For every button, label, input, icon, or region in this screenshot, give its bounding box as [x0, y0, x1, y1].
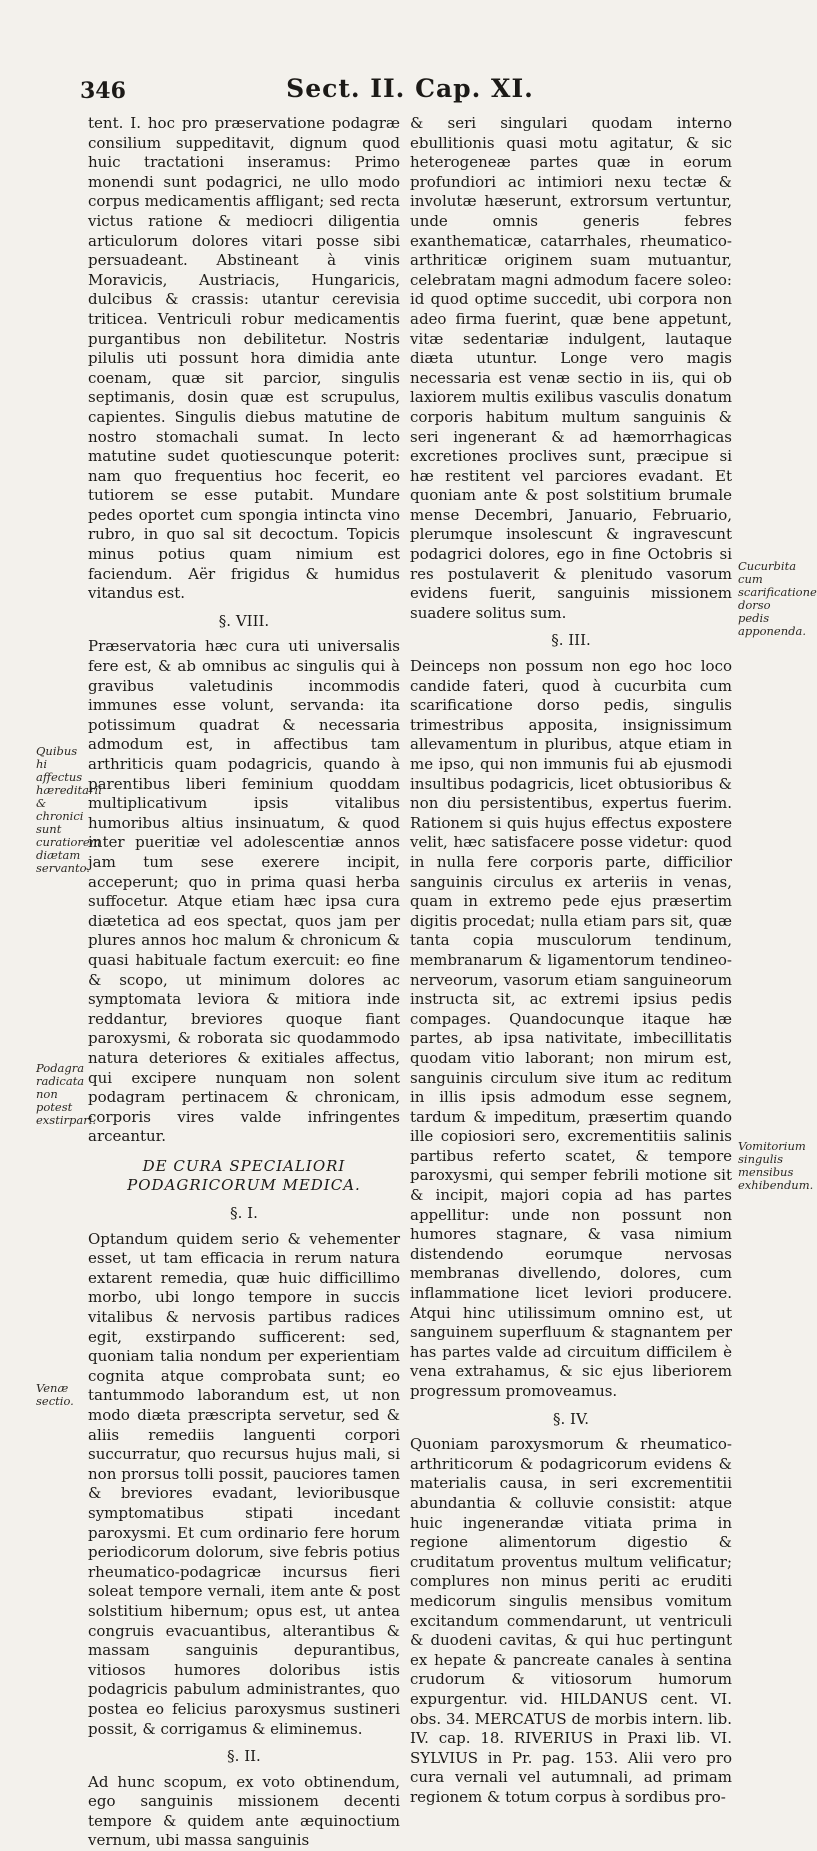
- paragraph: & seri singulari quodam interno ebullitionis quasi motu agitatur, & sic heterogeneæ partes quæ in eorum profundiori ac intimiori nexu tectæ & involutæ hæserunt, extrorsum vertuntur, unde omnis generis febres exanthematicæ, catarrhales, rheumatico-arthriticæ originem suam mutuantur, celebratam magni admodum facere soleo: id quod optime succedit, ubi corpora non adeo firma fuerint, quæ bene appetunt, vitæ sedentariæ indulgent, lautaque diæta utuntur. Longe vero magis necessaria est venæ sectio in iis, qui ob laxiorem multis exilibus vasculis donatum corporis habitum multum sanguinis & seri ingenerant & ad hæmorrhagicas excretiones proclives sunt, præcipue si hæ restitent vel parciores evadant. Et quoniam ante & post solstitium brumale mense Decembri, Januario, Februario, plerumque insolescunt & ingravescunt podagrici dolores, ego in fine Octobris si res postulaverit & plenitudo vasorum evidens fuerit, sanguinis missionem suadere solitus sum.: [410, 114, 732, 622]
- section-mark: §. II.: [227, 1747, 261, 1766]
- section-mark: §. VIII.: [218, 611, 270, 630]
- margin-note-podagra-radicata: Podagra radicata non potest exstirpari.: [36, 1061, 97, 1127]
- margin-note-venae-sectio: Venæ sectio.: [36, 1381, 74, 1408]
- paragraph: Præservatoria hæc cura uti universalis fere est, & ab omnibus ac singulis qui à gravibus valetudinis incommodis immunes esse volunt, servanda: ita potissimum quadrat & necessaria admodum est, in affectibus tam arthriticis quam podagricis, quando à parentibus liberi feminium quoddam multiplicativum ipsis vitalibus humoribus altius insinuatum, & quod inter pueritiæ vel adolescentiæ annos jam tum sese exerere incipit, acceperunt; quo in prima quasi herba suffocetur. Atque etiam hæc ipsa cura diætetica ad eos spectat, quos jam per plures annos hoc malum & chronicum & quasi habituale factum exercuit: eo fine & scopo, ut minimum dolores ac symptomata leviora & mitiora inde reddantur, breviores quoque fiant paroxysmi, & roborata sic quodammodo natura deteriores & exitiales affectus, qui excipere nunquam non solent podagram pertinacem & chronicam, corporis vires valde infringentes arceantur.: [88, 637, 400, 1146]
- running-head: Sect. II. Cap. XI.: [286, 74, 534, 103]
- section-mark: §. IV.: [553, 1409, 589, 1428]
- left-column: [88, 114, 400, 1850]
- right-column: [410, 114, 732, 1806]
- paragraph: Quoniam paroxysmorum & rheumatico-arthriticorum & podagricorum evidens & materialis causa, in seri excrementitii abundantia & colluvie consistit: atque huic ingenerandæ vitiata prima in regione alimentorum digestio & cruditatum proventus multum velificatur; complures non minus periti ac eruditi medicorum singulis mensibus vomitum excitandum commendarunt, ut ventriculi & duodeni cavitas, & qui huc pertingunt ex hepate & pancreate canales à sentina crudorum & vitiosorum humorum expurgentur. vid. HILDANUS cent. VI. obs. 34. MERCATUS de morbis intern. lib. IV. cap. 18. RIVERIUS in Praxi lib. VI. SYLVIUS in Pr. pag. 153. Alii vero pro cura vernali vel autumnali, ad primam regionem & totum corpus à sordibus pro-: [410, 1435, 732, 1806]
- margin-note-vomitorium: Vomitorium singulis mensibus exhibendum.: [738, 1139, 814, 1192]
- chapter-heading: DE CURA SPECIALIORI PODAGRICORUM MEDICA.: [127, 1156, 361, 1195]
- paragraph: Optandum quidem serio & vehementer esset, ut tam efficacia in rerum natura extarent remedia, quæ huic difficillimo morbo, ubi longo tempore in succis vitalibus & nervosis partibus radices egit, exstirpando sufficerent: sed, quoniam talia nondum per experientiam cognita atque comprobata sunt; eo tantummodo laborandum est, ut non modo diæta præscripta servetur, sed & aliis remediis languenti corpori succurratur, quo recursus hujus mali, si non prorsus tolli possit, pauciores tamen & breviores evadant, levioribusque symptomatibus stipati incedant paroxysmi. Et cum ordinario fere horum periodicorum dolorum, sive febris potius rheumatico-podagricæ incursus fieri soleat tempore vernali, item ante & post solstitium hibernum; opus est, ut antea congruis evacuantibus, alterantibus & massam sanguinis depurantibus, vitiosos humores doloribus istis podagricis pabulum administrantes, quo postea eo felicius paroxysmus sustineri possit, & corrigamus & eliminemus.: [88, 1229, 400, 1738]
- paragraph: tent. I. hoc pro præservatione podagræ consilium suppeditavit, dignum quod huic tractationi inseramus: Primo monendi sunt podagrici, ne ullo modo corpus medicamentis affligant; sed recta victus ratione & mediocri diligentia articulorum dolores vitari posse sibi persuadeant. Abstineant à vinis Moravicis, Austriacis, Hungaricis, dulcibus & crassis: utantur cerevisia triticea. Ventriculi robur medicamentis purgantibus non debilitetur. Nostris pilulis uti possunt hora dimidia ante coenam, quæ sit parcior, singulis septimanis, dosin quæ est scrupulus, capientes. Singulis diebus matutine de nostro stomachali sumat. In lecto matutine sudet quotiescunque poterit: nam quo frequentius hoc fecerit, eo tutiorem se esse putabit. Mundare pedes oportet cum spongia intincta vino rubro, in quo sal sit decoctum. Topicis minus potius quam nimium est faciendum. Aër frigidus & humidus vitandus est.: [88, 114, 400, 603]
- paragraph: Deinceps non possum non ego hoc loco candide fateri, quod à cucurbita cum scarificatione dorso pedis, singulis trimestribus apposita, insignissimum allevamentum in pluribus, atque etiam in me ipso, qui non immunis fui ab ejusmodi insultibus podagricis, licet obtusioribus & non diu persistentibus, expertus fuerim. Rationem si quis hujus effectus expostere velit, hæc satisfacere posse videtur: quod in nulla fere corporis parte, difficilior sanguinis circulus ex arteriis in venas, quam in extremo pede ejus præsertim digitis procedat; nulla etiam pars sit, quæ tanta copia musculorum tendinum, membranarum & ligamentorum tendineo-nerveorum, vasorum etiam sanguineorum instructa sit, ac extremi ipsius pedis compages. Quandocunque itaque hæ partes, ab ipsa nativitate, imbecillitatis quodam vitio laborant; non mirum est, sanguinis circulum sive itum ac reditum in illis ipsis admodum esse segnem, tardum & impeditum, præsertim quando ille copiosiori sero, excrementitiis salinis partibus referto scatet, & tempore paroxysmi, qui semper febrili motione sit & incipit, majori copia ad has partes appellitur: unde non possunt non humores stagnare, & vasa nimium distendendo eorumque nervosas membranas divellendo, dolores, cum inflammatione licet leviori producere. Atqui hinc utilissimum omnino est, ut sanguinem superfluum & stagnantem per has partes valde ad circuitum difficilem è vena extrahamus, & sic ejus liberiorem progressum promoveamus.: [410, 657, 732, 1400]
- margin-note-hereditary: Quibus hi affectus hæreditarii & chronici sunt curatiorem diætam servanto.: [36, 744, 102, 875]
- section-mark: §. I.: [230, 1204, 258, 1223]
- section-mark: §. III.: [551, 631, 591, 650]
- paragraph: Ad hunc scopum, ex voto obtinendum, ego sanguinis missionem decenti tempore & quidem ante æquinoctium vernum, ubi massa sanguinis: [88, 1772, 400, 1850]
- margin-note-cucurbita: Cucurbita cum scarificatione dorso pedis apponenda.: [738, 559, 817, 638]
- page-header: [40, 72, 780, 106]
- page-number: 346: [80, 78, 126, 104]
